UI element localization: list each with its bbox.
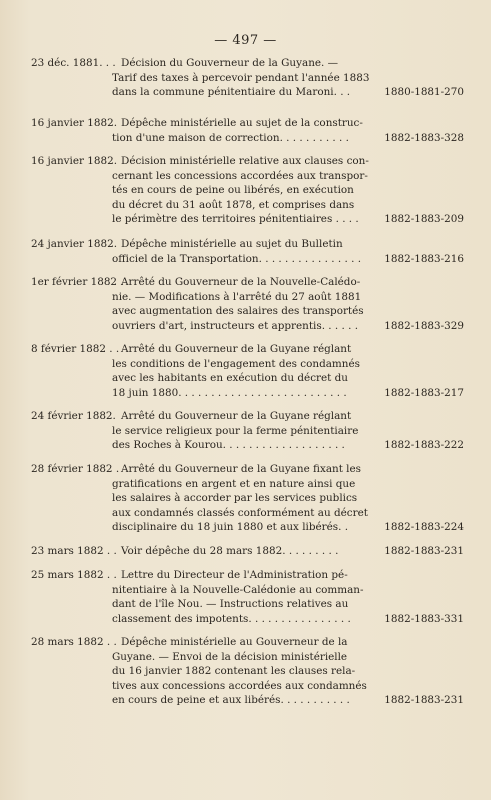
entry-line: avec augmentation des salaires des transportés [112, 305, 364, 318]
entry-reference: 1882-1883-231 [384, 545, 464, 557]
entry-line: dans la commune pénitentiaire du Maroni. . . [112, 86, 351, 99]
entry-text [112, 635, 367, 708]
entry-line: dant de l'île Nou. — Instructions relatives au [112, 598, 349, 611]
entry-text [112, 409, 359, 453]
list-item [0, 568, 491, 635]
entry-date: 16 janvier 1882. [31, 155, 117, 167]
entry-line: avec les habitants en exécution du décret du [112, 372, 348, 385]
entry-text [112, 237, 361, 266]
entry-date: 1er février 1882 . [31, 276, 124, 288]
entry-line: Lettre du Directeur de l'Administration pé- [121, 569, 348, 581]
entry-line: Dépêche ministérielle au sujet de la construc- [121, 117, 363, 129]
entry-line: nie. — Modifications à l'arrêté du 27 août 1881 [112, 290, 362, 303]
entry-reference: 1882-1883-231 [384, 694, 464, 706]
entry-reference: 1882-1883-329 [384, 320, 464, 332]
entry-line: le service religieux pour la ferme pénitentiaire [112, 424, 359, 437]
list-item [0, 237, 491, 275]
entry-line: officiel de la Transportation. . . . . . . . . . . . . . . . [112, 252, 361, 265]
entry-line: le périmètre des territoires pénitentiaires . . . . [112, 213, 359, 226]
list-item [0, 342, 491, 409]
list-item [0, 154, 491, 237]
entry-line: Tarif des taxes à percevoir pendant l'année 1883 [112, 71, 370, 84]
entry-reference: 1882-1883-328 [384, 132, 464, 144]
entry-line: Arrêté du Gouverneur de la Nouvelle-Calédo- [121, 276, 361, 288]
page-number: — 497 — [214, 33, 277, 48]
list-item [0, 544, 491, 568]
entry-text [112, 56, 370, 100]
entry-text [112, 116, 363, 145]
entry-line: en cours de peine et aux libérés. . . . . . . . . . . [112, 694, 350, 707]
entry-line: Décision ministérielle relative aux clauses con- [121, 155, 369, 167]
entry-date: 28 mars 1882 . . [31, 636, 117, 648]
entry-line: aux condamnés classés conformément au décret [112, 506, 368, 519]
entry-line: ouvriers d'art, instructeurs et apprentis. . . . . . [112, 319, 359, 332]
entry-text [112, 342, 360, 400]
entry-reference: 1882-1883-224 [384, 521, 464, 533]
list-item [0, 409, 491, 462]
list-item [0, 462, 491, 544]
entry-line: cernant les concessions accordées aux transpor- [112, 169, 368, 182]
list-item [0, 116, 491, 154]
entry-line: disciplinaire du 18 juin 1880 et aux libérés. . [112, 521, 349, 534]
list-item [0, 275, 491, 342]
entry-date: 23 déc. 1881. . . [31, 57, 116, 69]
entry-reference: 1880-1881-270 [384, 86, 464, 98]
entry-reference: 1882-1883-222 [384, 439, 464, 451]
entry-reference: 1882-1883-216 [384, 253, 464, 265]
entry-reference: 1882-1883-331 [384, 613, 464, 625]
entry-line: tés en cours de peine ou libérés, en exécution [112, 184, 354, 197]
entry-text [112, 154, 369, 227]
entry-text [112, 568, 364, 626]
entry-date: 23 mars 1882 . . [31, 545, 117, 557]
entry-list [0, 56, 491, 715]
entry-line: gratifications en argent et en nature ainsi que [112, 477, 356, 490]
entry-line: Voir dépêche du 28 mars 1882. . . . . . . . . [121, 545, 339, 557]
entry-line: Arrêté du Gouverneur de la Guyane réglant [121, 410, 352, 422]
entry-line: des Roches à Kourou. . . . . . . . . . . . . . . . . . . [112, 439, 345, 452]
entry-line: Décision du Gouverneur de la Guyane. — [121, 57, 339, 69]
entry-line: Arrêté du Gouverneur de la Guyane fixant les [121, 463, 361, 475]
entry-text [112, 544, 339, 559]
entry-date: 25 mars 1882 . . [31, 569, 117, 581]
entry-line: classement des impotents. . . . . . . . . . . . . . . . [112, 612, 351, 625]
entry-line: Dépêche ministérielle au Gouverneur de la [121, 636, 348, 648]
entry-line: tives aux concessions accordées aux condamnés [112, 679, 367, 692]
entry-text [112, 275, 364, 333]
entry-line: les conditions de l'engagement des condamnés [112, 357, 360, 370]
list-item [0, 56, 491, 116]
entry-reference: 1882-1883-209 [384, 213, 464, 225]
entry-line: du décret du 31 août 1878, et comprises dans [112, 198, 355, 211]
entry-line: Arrêté du Gouverneur de la Guyane réglant [121, 343, 352, 355]
entry-text [112, 462, 368, 535]
entry-date: 16 janvier 1882. [31, 117, 117, 129]
entry-line: tion d'une maison de correction. . . . . . . . . . . [112, 131, 349, 144]
entry-date: 24 février 1882. [31, 410, 116, 422]
entry-date: 24 janvier 1882. [31, 238, 117, 250]
entry-line: Dépêche ministérielle au sujet du Bulletin [121, 238, 343, 250]
entry-line: Guyane. — Envoi de la décision ministérielle [112, 650, 348, 663]
entry-line: 18 juin 1880. . . . . . . . . . . . . . . . . . . . . . . . . . [112, 386, 347, 399]
entry-date: 8 février 1882 . . [31, 343, 120, 355]
entry-line: les salaires à accorder par les services publics [112, 492, 358, 505]
entry-reference: 1882-1883-217 [384, 387, 464, 399]
entry-date: 28 février 1882 . [31, 463, 120, 475]
entry-line: nitentiaire à la Nouvelle-Calédonie au comman- [112, 583, 364, 596]
entry-line: du 16 janvier 1882 contenant les clauses rela- [112, 665, 356, 678]
list-item [0, 635, 491, 715]
